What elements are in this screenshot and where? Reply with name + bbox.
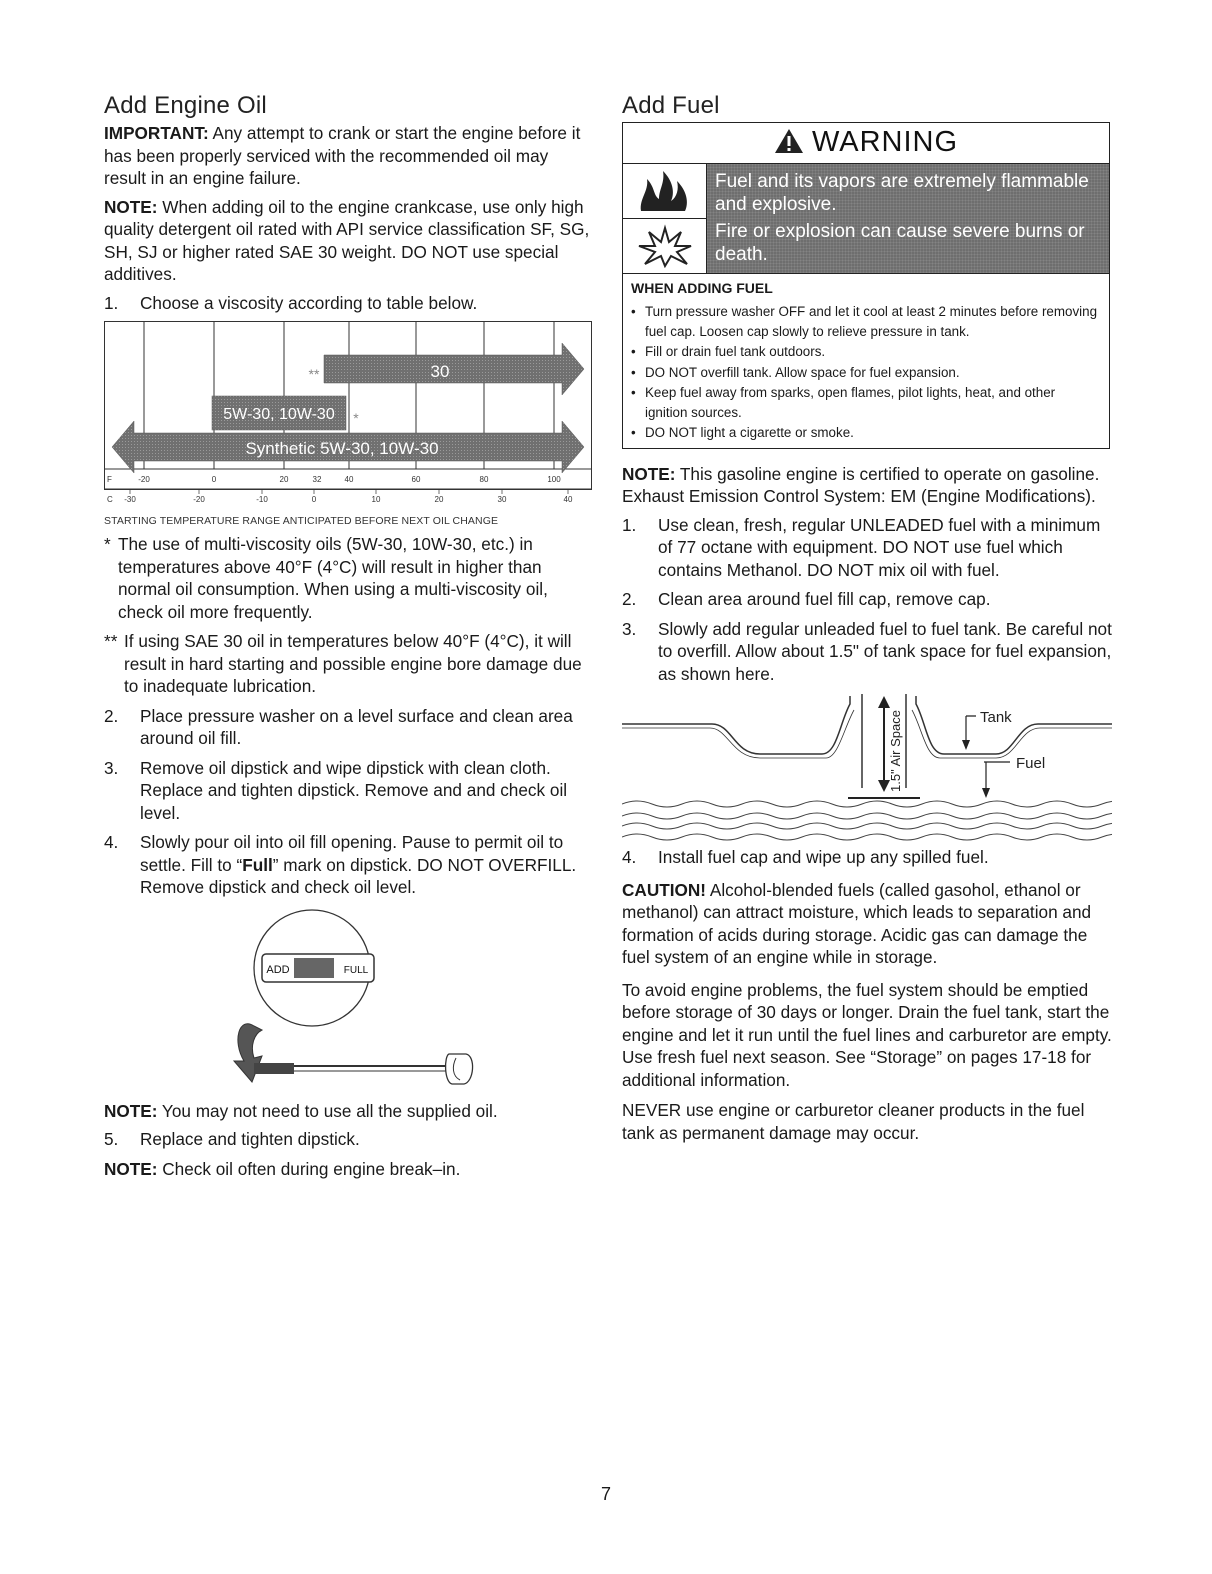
add-fuel-heading: Add Fuel	[622, 92, 720, 119]
oil-step-4: 4. Slowly pour oil into oil fill opening. Pause to permit oil to settle. Fill to “Full” mark on dipstick. DO NOT OVERFILL. Remove dipstick and check oil level.	[104, 832, 577, 897]
sae30-label: 30	[430, 362, 450, 381]
f-tick: 32	[312, 475, 322, 484]
storage-paragraph: To avoid engine problems, the fuel system should be emptied before storage of 30 days or longer. Drain the fuel tank, start the engine and let it run until the fuel lines and carburetor are empty. Use fresh fuel next season. See “Storage” on pages 17-18 for additional information.	[622, 979, 1112, 1090]
right-column	[622, 92, 1112, 1150]
page-number: 7	[600, 1484, 611, 1504]
oil-step-5: 5. Replace and tighten dipstick.	[104, 1129, 360, 1149]
c-tick: -10	[256, 495, 268, 504]
left-column	[104, 92, 592, 1186]
warning-box	[622, 122, 1110, 449]
footnote-double: ** If using SAE 30 oil in temperatures below 40°F (4°C), it will result in hard starting and possible engine bore damage due to inadequate lubrication.	[104, 631, 582, 696]
tank-label: Tank	[980, 709, 1012, 726]
warning-bullet: • Turn pressure washer OFF and let it cool at least 2 minutes before removing fuel cap. Loosen cap slowly to relieve pressure in tank.	[631, 302, 1101, 341]
c-tick: -30	[124, 495, 136, 504]
warning-triangle-icon	[774, 128, 804, 154]
never-paragraph: NEVER use engine or carburetor cleaner products in the fuel tank as permanent damage may occur.	[622, 1100, 1085, 1143]
warning-bullet: • DO NOT light a cigarette or smoke.	[631, 423, 1101, 443]
oil-note-2: NOTE: You may not need to use all the supplied oil.	[104, 1100, 498, 1121]
burst-icon	[635, 224, 695, 268]
warning-message-1: Fuel and its vapors are extremely flammable and explosive.	[715, 171, 1089, 215]
warning-title: WARNING	[623, 123, 1109, 164]
f-tick: 20	[279, 475, 289, 484]
caution-paragraph: CAUTION! Alcohol-blended fuels (called gasohol, ethanol or methanol) can attract moisture, which leads to separation and formation of acids during storage. Acidic gas can damage the fuel system of an engine while in storage.	[622, 879, 1092, 967]
c-tick: 20	[434, 495, 444, 504]
oil-step-1: 1. Choose a viscosity according to table below.	[104, 292, 478, 313]
single-asterisk-mark: *	[353, 410, 359, 426]
fuel-tank-diagram	[622, 692, 1112, 842]
footnote-single: * The use of multi-viscosity oils (5W-30, 10W-30, etc.) in temperatures above 40°F (4°C) will result in higher than normal oil consumption. When using a multi-viscosity oil, check oil more frequently.	[104, 534, 548, 622]
f-tick: 0	[211, 475, 217, 484]
c-tick: 10	[371, 495, 381, 504]
f-tick: -20	[138, 475, 150, 484]
f-tick: 60	[411, 475, 421, 484]
oil-note-paragraph: NOTE: When adding oil to the engine crankcase, use only high quality detergent oil rated with API service classification SF, SG, SH, SJ or higher rated SAE 30 weight. DO NOT use special additives.	[104, 196, 590, 284]
viscosity-chart-graphic	[104, 321, 592, 511]
f-tick: 40	[344, 475, 354, 484]
fuel-step-2: 2. Clean area around fuel fill cap, remove cap.	[622, 589, 991, 609]
double-asterisk-mark: **	[308, 366, 320, 382]
dipstick-illustration	[104, 906, 592, 1094]
fuel-step-3: 3. Slowly add regular unleaded fuel to fuel tank. Be careful not to overfill. Allow about 1.5" of tank space for fuel expansion, as shown here.	[622, 618, 1112, 684]
warning-bullet: • Fill or drain fuel tank outdoors.	[631, 342, 1101, 362]
fuel-note-paragraph: NOTE: This gasoline engine is certified to operate on gasoline. Exhaust Emission Control System: EM (Engine Modifications).	[622, 463, 1100, 506]
when-adding-fuel-heading: WHEN ADDING FUEL	[631, 280, 773, 296]
warning-bullet: • DO NOT overfill tank. Allow space for fuel expansion.	[631, 363, 1101, 383]
oil-step-3: 3. Remove oil dipstick and wipe dipstick with clean cloth. Replace and tighten dipstick. Remove and and check oil level.	[104, 757, 568, 823]
warning-list	[631, 302, 1101, 443]
add-engine-oil-heading: Add Engine Oil	[104, 92, 267, 119]
oil-step-2: 2. Place pressure washer on a level surface and clean area around oil fill.	[104, 705, 573, 748]
c-tick: 0	[311, 495, 317, 504]
f-tick: 80	[479, 475, 489, 484]
c-tick: 30	[497, 495, 507, 504]
fuel-step-1: 1. Use clean, fresh, regular UNLEADED fuel with a minimum of 77 octane with equipment. DO NOT use fuel which contains Methanol. DO NOT mix oil with fuel.	[622, 514, 1101, 580]
flame-icon	[635, 169, 695, 213]
air-space-label: 1.5" Air Space	[888, 710, 903, 792]
fire-icon	[623, 164, 707, 219]
fuel-label: Fuel	[1016, 755, 1046, 772]
oil-note-3: NOTE: Check oil often during engine break–in.	[104, 1158, 461, 1179]
synthetic-label: Synthetic 5W-30, 10W-30	[245, 439, 439, 458]
warning-bullet: • Keep fuel away from sparks, open flames, pilot lights, heat, and other ignition sources.	[631, 383, 1101, 422]
celsius-unit: C	[107, 495, 113, 504]
dipstick-add-label: ADD	[266, 963, 290, 976]
fuel-step-4: 4. Install fuel cap and wipe up any spilled fuel.	[622, 847, 989, 867]
chart-caption: STARTING TEMPERATURE RANGE ANTICIPATED BEFORE NEXT OIL CHANGE	[104, 515, 499, 527]
explosion-icon	[623, 219, 707, 273]
warning-message-2: Fire or explosion can cause severe burns or death.	[715, 221, 1085, 265]
fahrenheit-unit: F	[107, 475, 112, 484]
dipstick-full-label: FULL	[343, 964, 369, 976]
f-tick: 100	[547, 475, 561, 484]
fuel-tank-graphic	[622, 692, 1112, 842]
5w30-label: 5W-30, 10W-30	[223, 406, 335, 423]
warning-banner	[623, 164, 1109, 274]
c-tick: -20	[193, 495, 205, 504]
viscosity-chart	[104, 321, 592, 511]
dipstick-graphic	[104, 906, 592, 1094]
c-tick: 40	[563, 495, 573, 504]
important-paragraph: IMPORTANT: Any attempt to crank or start the engine before it has been properly serviced with the recommended oil may result in an engine failure.	[104, 123, 581, 188]
sae30-arrow	[324, 343, 584, 395]
